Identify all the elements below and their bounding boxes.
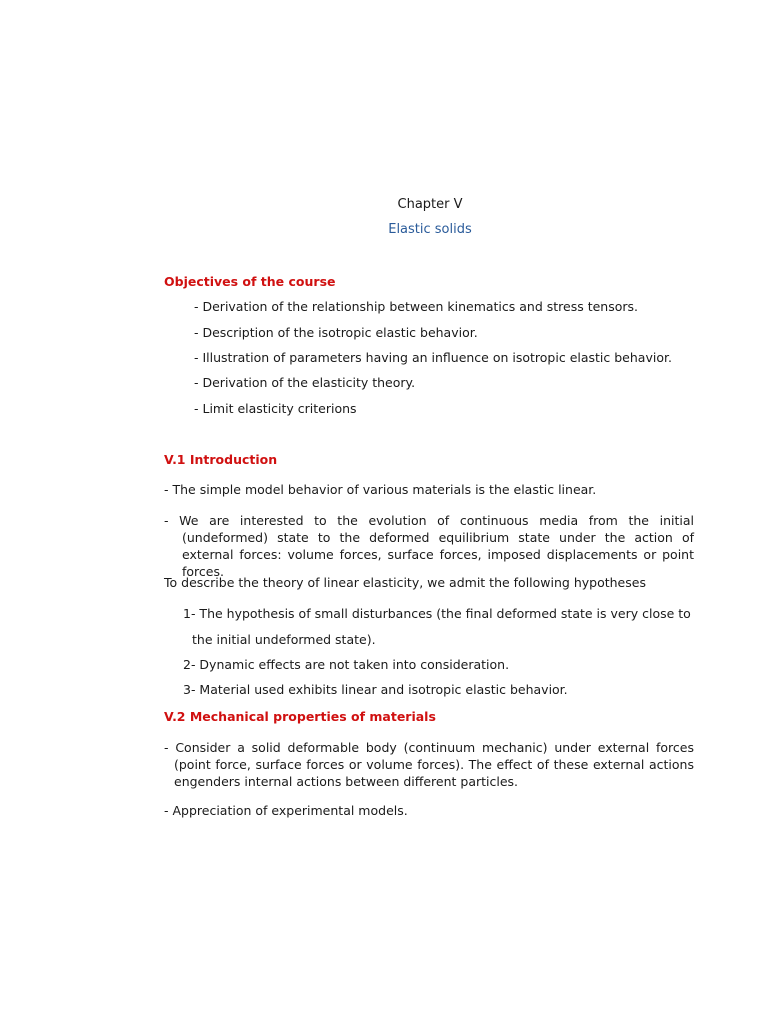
objective-item: - Derivation of the relationship between kinematics and stress tensors.	[194, 299, 639, 314]
hypothesis-3: 3- Material used exhibits linear and isotropic elastic behavior.	[183, 682, 568, 697]
chapter-title: Chapter V	[397, 197, 463, 212]
mechanical-paragraph-2: - Appreciation of experimental models.	[164, 803, 408, 818]
hypothesis-1	[183, 601, 695, 626]
mechanical-heading: V.2 Mechanical properties of materials	[164, 709, 436, 724]
objective-item: - Limit elasticity criterions	[194, 401, 357, 416]
mechanical-paragraph-1: - Consider a solid deformable body (continuum mechanic) under external forces (point force, surface forces or volume forces). The effect of these external actions engenders internal actions between different particles.	[164, 740, 694, 789]
objective-item: - Illustration of parameters having an influence on isotropic elastic behavior.	[194, 350, 672, 365]
intro-paragraph-3: To describe the theory of linear elasticity, we admit the following hypotheses	[164, 575, 646, 590]
objective-item: - Description of the isotropic elastic behavior.	[194, 325, 478, 340]
objectives-heading: Objectives of the course	[164, 274, 336, 289]
objective-item: - Derivation of the elasticity theory.	[194, 375, 416, 390]
introduction-heading: V.1 Introduction	[164, 452, 278, 467]
hypothesis-1-line-1: 1- The hypothesis of small disturbances (the final deformed state is very close to	[183, 606, 691, 621]
intro-paragraph-1: - The simple model behavior of various materials is the elastic linear.	[164, 482, 597, 497]
chapter-subtitle: Elastic solids	[388, 222, 472, 237]
hypothesis-1-line-2: the initial undeformed state).	[192, 632, 376, 647]
hypothesis-2: 2- Dynamic effects are not taken into consideration.	[183, 657, 510, 672]
intro-paragraph-2: - We are interested to the evolution of continuous media from the initial (undeformed) state to the deformed equilibrium state under the action of external forces: volume forces, surface forces, imposed displacements or point forces.	[164, 513, 694, 579]
